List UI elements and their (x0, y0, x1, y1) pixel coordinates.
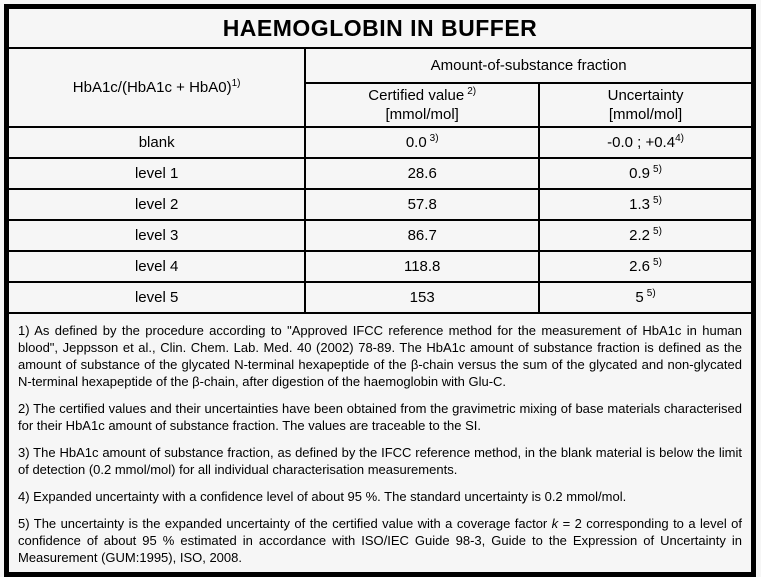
sample-name-cell: blank (7, 127, 306, 158)
table-row-level-3 (7, 220, 754, 251)
footnote-3: 3) The HbA1c amount of substance fraction, as defined by the IFCC reference method, in the blank material is below the limit of detection (0.2 mmol/mol) for all individual characterisation measurements. (18, 445, 742, 477)
uncertainty-label: Uncertainty (607, 86, 684, 104)
uncertainty-value: 2.6 (629, 258, 651, 275)
footnote-ref-1: 1) (231, 78, 241, 89)
footnote-ref-5: 5) (653, 226, 662, 237)
footnote-ref-3: 3) (429, 133, 439, 144)
group-header-cell: Amount-of-substance fraction (305, 48, 753, 83)
footnote-ref-5: 5) (653, 257, 662, 268)
table-row-level-5 (7, 282, 754, 313)
coverage-factor-k: k (551, 516, 559, 531)
certified-value-cell (305, 220, 539, 251)
uncertainty-cell (539, 189, 753, 220)
certified-value: 153 (409, 289, 435, 306)
certified-value: 0.0 (405, 134, 427, 151)
uncertainty-cell (539, 220, 753, 251)
sample-name-cell: level 2 (7, 189, 306, 220)
certified-value-header-line1 (306, 86, 538, 105)
certified-value: 118.8 (403, 258, 441, 275)
certified-value-cell (305, 158, 539, 189)
certified-value-cell (305, 189, 539, 220)
footnote-4: 4) Expanded uncertainty with a confidence level of about 95 %. The standard uncertainty is 0.2 mmol/mol. (18, 489, 627, 504)
uncertainty-cell (539, 282, 753, 313)
uncertainty-header-cell (539, 83, 753, 127)
table-row-level-1 (7, 158, 754, 189)
uncertainty-unit: [mmol/mol] (608, 106, 683, 123)
uncertainty-value: -0.0 ; +0.4 (607, 134, 676, 151)
certified-value: 57.8 (407, 196, 437, 213)
certified-value: 86.7 (407, 227, 437, 244)
footnote-ref-5: 5) (653, 195, 662, 206)
footnote-ref-2: 2) (467, 85, 477, 97)
certified-value-unit: [mmol/mol] (385, 106, 459, 123)
footnote-1: 1) As defined by the procedure according to "Approved IFCC reference method for the measurement of HbA1c in human blood", Jeppsson et al., Clin. Chem. Lab. Med. 40 (2002) 78-89. The HbA1c amount of substance fraction is defined as the amount of substance of the glycated N-terminal hexapeptide of the β-chain versus the sum of the glycated and non-glycated N-terminal hexapeptide of the β-chain, after digestion of the haemoglobin with Glu-C. (18, 323, 742, 389)
footnotes-cell (7, 313, 754, 575)
sample-name-cell: level 1 (7, 158, 306, 189)
uncertainty-cell (539, 251, 753, 282)
sample-name-cell: level 3 (7, 220, 306, 251)
uncertainty-value: 0.9 (629, 165, 651, 182)
certificate-table (4, 4, 756, 577)
footnote-ref-4: 4) (675, 133, 684, 144)
footnote-5-pre: 5) The uncertainty is the expanded uncertainty of the certified value with a coverage factor (18, 516, 552, 531)
row-header-cell (7, 48, 306, 127)
uncertainty-cell (539, 158, 753, 189)
table-row-blank (7, 127, 754, 158)
uncertainty-cell (539, 127, 753, 158)
sample-name-cell: level 5 (7, 282, 306, 313)
uncertainty-value: 1.3 (629, 196, 651, 213)
uncertainty-value: 5 (635, 289, 644, 306)
certified-value-label: Certified value (368, 86, 465, 104)
table-row-level-2 (7, 189, 754, 220)
footnote-5 (18, 515, 742, 566)
footnote-ref-5: 5) (653, 164, 662, 175)
uncertainty-value: 2.2 (629, 227, 651, 244)
footnote-2: 2) The certified values and their uncertainties have been obtained from the gravimetric mixing of base materials characterised for their HbA1c amount of substance fraction. The values are traceable to the SI. (18, 401, 742, 433)
certified-value-cell (305, 127, 539, 158)
table-row-level-4 (7, 251, 754, 282)
certified-value: 28.6 (407, 165, 437, 182)
header-row-group (7, 48, 754, 83)
sample-name-cell: level 4 (7, 251, 306, 282)
title-row (7, 7, 754, 49)
certified-value-header-cell (305, 83, 539, 127)
row-header-label: HbA1c/(HbA1c + HbA0) (72, 79, 232, 96)
certified-value-cell (305, 282, 539, 313)
footnote-5-post: = 2 corresponding to a level of confidence of about 95 % estimated in accordance with ISO/IEC Guide 98-3, Guide to the Expression of Uncertainty in Measurement (GUM:1995), ISO, 2008. (18, 516, 742, 565)
footnotes-row (7, 313, 754, 575)
certified-value-cell (305, 251, 539, 282)
footnote-ref-5: 5) (646, 288, 656, 299)
page-title: HAEMOGLOBIN IN BUFFER (7, 7, 754, 49)
